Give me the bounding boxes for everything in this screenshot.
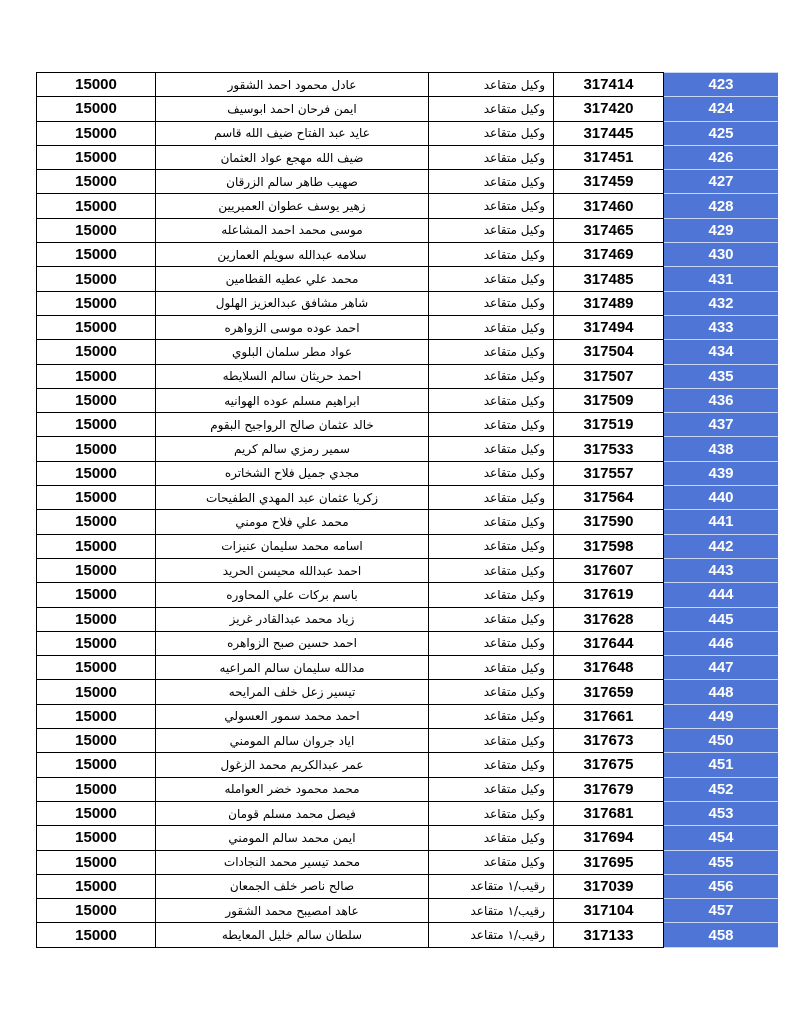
sequence-number-cell: 434 bbox=[664, 340, 779, 364]
sequence-number-cell: 438 bbox=[664, 437, 779, 461]
rank-cell: رقيب/١ متقاعد bbox=[429, 899, 554, 923]
name-cell: زياد محمد عبدالقادر غريز bbox=[156, 607, 429, 631]
sequence-number-cell: 425 bbox=[664, 121, 779, 145]
sequence-number-cell: 451 bbox=[664, 753, 779, 777]
amount-cell: 15000 bbox=[37, 850, 156, 874]
id-cell: 317519 bbox=[554, 413, 664, 437]
table-row bbox=[37, 729, 779, 753]
rank-cell: وكيل متقاعد bbox=[429, 753, 554, 777]
id-cell: 317489 bbox=[554, 291, 664, 315]
id-cell: 317694 bbox=[554, 826, 664, 850]
table-row bbox=[37, 510, 779, 534]
amount-cell: 15000 bbox=[37, 315, 156, 339]
sequence-number-cell: 452 bbox=[664, 777, 779, 801]
sequence-number-cell: 428 bbox=[664, 194, 779, 218]
name-cell: عادل محمود احمد الشقور bbox=[156, 73, 429, 97]
id-cell: 317695 bbox=[554, 850, 664, 874]
table-row bbox=[37, 194, 779, 218]
rank-cell: وكيل متقاعد bbox=[429, 388, 554, 412]
amount-cell: 15000 bbox=[37, 558, 156, 582]
amount-cell: 15000 bbox=[37, 801, 156, 825]
table-body bbox=[37, 73, 779, 948]
name-cell: احمد محمد سمور العسولي bbox=[156, 704, 429, 728]
table-row bbox=[37, 340, 779, 364]
id-cell: 317564 bbox=[554, 486, 664, 510]
id-cell: 317420 bbox=[554, 97, 664, 121]
name-cell: سلامه عبدالله سويلم العمارين bbox=[156, 243, 429, 267]
name-cell: عاهد امصيبح محمد الشقور bbox=[156, 899, 429, 923]
table-row bbox=[37, 267, 779, 291]
name-cell: احمد حريثان سالم السلايطه bbox=[156, 364, 429, 388]
name-cell: فيصل محمد مسلم قومان bbox=[156, 801, 429, 825]
table-row bbox=[37, 73, 779, 97]
amount-cell: 15000 bbox=[37, 364, 156, 388]
table-row bbox=[37, 534, 779, 558]
name-cell: عواد مطر سلمان البلوي bbox=[156, 340, 429, 364]
name-cell: ايمن فرحان احمد ابوسيف bbox=[156, 97, 429, 121]
table-row bbox=[37, 218, 779, 242]
rank-cell: وكيل متقاعد bbox=[429, 680, 554, 704]
sequence-number-cell: 437 bbox=[664, 413, 779, 437]
amount-cell: 15000 bbox=[37, 340, 156, 364]
sequence-number-cell: 429 bbox=[664, 218, 779, 242]
amount-cell: 15000 bbox=[37, 121, 156, 145]
beneficiary-table bbox=[36, 72, 778, 948]
sequence-number-cell: 439 bbox=[664, 461, 779, 485]
id-cell: 317533 bbox=[554, 437, 664, 461]
id-cell: 317414 bbox=[554, 73, 664, 97]
amount-cell: 15000 bbox=[37, 631, 156, 655]
sequence-number-cell: 457 bbox=[664, 899, 779, 923]
name-cell: محمد محمود خضر العوامله bbox=[156, 777, 429, 801]
sequence-number-cell: 431 bbox=[664, 267, 779, 291]
id-cell: 317661 bbox=[554, 704, 664, 728]
amount-cell: 15000 bbox=[37, 388, 156, 412]
amount-cell: 15000 bbox=[37, 923, 156, 947]
table-row bbox=[37, 388, 779, 412]
id-cell: 317607 bbox=[554, 558, 664, 582]
sequence-number-cell: 454 bbox=[664, 826, 779, 850]
id-cell: 317451 bbox=[554, 145, 664, 169]
sequence-number-cell: 456 bbox=[664, 874, 779, 898]
amount-cell: 15000 bbox=[37, 267, 156, 291]
id-cell: 317557 bbox=[554, 461, 664, 485]
name-cell: تيسير زعل خلف المرايحه bbox=[156, 680, 429, 704]
rank-cell: وكيل متقاعد bbox=[429, 170, 554, 194]
amount-cell: 15000 bbox=[37, 753, 156, 777]
name-cell: شاهر مشافق عبدالعزيز الهلول bbox=[156, 291, 429, 315]
name-cell: محمد تيسير محمد النجادات bbox=[156, 850, 429, 874]
amount-cell: 15000 bbox=[37, 899, 156, 923]
amount-cell: 15000 bbox=[37, 194, 156, 218]
sequence-number-cell: 449 bbox=[664, 704, 779, 728]
sequence-number-cell: 440 bbox=[664, 486, 779, 510]
table-row bbox=[37, 777, 779, 801]
amount-cell: 15000 bbox=[37, 777, 156, 801]
name-cell: سمير رمزي سالم كريم bbox=[156, 437, 429, 461]
sequence-number-cell: 444 bbox=[664, 583, 779, 607]
id-cell: 317673 bbox=[554, 729, 664, 753]
rank-cell: وكيل متقاعد bbox=[429, 437, 554, 461]
amount-cell: 15000 bbox=[37, 461, 156, 485]
name-cell: صهيب طاهر سالم الزرقان bbox=[156, 170, 429, 194]
table-row bbox=[37, 145, 779, 169]
rank-cell: وكيل متقاعد bbox=[429, 243, 554, 267]
sequence-number-cell: 426 bbox=[664, 145, 779, 169]
amount-cell: 15000 bbox=[37, 680, 156, 704]
id-cell: 317598 bbox=[554, 534, 664, 558]
table-row bbox=[37, 121, 779, 145]
rank-cell: وكيل متقاعد bbox=[429, 850, 554, 874]
id-cell: 317469 bbox=[554, 243, 664, 267]
amount-cell: 15000 bbox=[37, 218, 156, 242]
id-cell: 317619 bbox=[554, 583, 664, 607]
table-row bbox=[37, 97, 779, 121]
rank-cell: وكيل متقاعد bbox=[429, 656, 554, 680]
table-row bbox=[37, 874, 779, 898]
amount-cell: 15000 bbox=[37, 729, 156, 753]
id-cell: 317445 bbox=[554, 121, 664, 145]
id-cell: 317659 bbox=[554, 680, 664, 704]
name-cell: اياد جروان سالم المومني bbox=[156, 729, 429, 753]
name-cell: باسم بركات علي المحاوره bbox=[156, 583, 429, 607]
name-cell: صالح ناصر خلف الجمعان bbox=[156, 874, 429, 898]
sequence-number-cell: 453 bbox=[664, 801, 779, 825]
name-cell: محمد علي عطيه القطامين bbox=[156, 267, 429, 291]
rank-cell: وكيل متقاعد bbox=[429, 826, 554, 850]
name-cell: ابراهيم مسلم عوده الهوانيه bbox=[156, 388, 429, 412]
sequence-number-cell: 433 bbox=[664, 315, 779, 339]
rank-cell: وكيل متقاعد bbox=[429, 583, 554, 607]
table-row bbox=[37, 170, 779, 194]
sequence-number-cell: 450 bbox=[664, 729, 779, 753]
amount-cell: 15000 bbox=[37, 486, 156, 510]
id-cell: 317133 bbox=[554, 923, 664, 947]
table-row bbox=[37, 899, 779, 923]
rank-cell: وكيل متقاعد bbox=[429, 558, 554, 582]
table-row bbox=[37, 461, 779, 485]
amount-cell: 15000 bbox=[37, 97, 156, 121]
sequence-number-cell: 423 bbox=[664, 73, 779, 97]
table-row bbox=[37, 631, 779, 655]
table-row bbox=[37, 364, 779, 388]
rank-cell: وكيل متقاعد bbox=[429, 97, 554, 121]
table-row bbox=[37, 558, 779, 582]
amount-cell: 15000 bbox=[37, 510, 156, 534]
table-row bbox=[37, 437, 779, 461]
table-row bbox=[37, 826, 779, 850]
amount-cell: 15000 bbox=[37, 826, 156, 850]
sequence-number-cell: 441 bbox=[664, 510, 779, 534]
rank-cell: وكيل متقاعد bbox=[429, 486, 554, 510]
sequence-number-cell: 427 bbox=[664, 170, 779, 194]
sequence-number-cell: 443 bbox=[664, 558, 779, 582]
id-cell: 317494 bbox=[554, 315, 664, 339]
sequence-number-cell: 424 bbox=[664, 97, 779, 121]
table-row bbox=[37, 801, 779, 825]
table-row bbox=[37, 291, 779, 315]
id-cell: 317628 bbox=[554, 607, 664, 631]
rank-cell: وكيل متقاعد bbox=[429, 73, 554, 97]
name-cell: خالد عثمان صالح الرواجيح البقوم bbox=[156, 413, 429, 437]
id-cell: 317679 bbox=[554, 777, 664, 801]
rank-cell: رقيب/١ متقاعد bbox=[429, 874, 554, 898]
rank-cell: وكيل متقاعد bbox=[429, 534, 554, 558]
rank-cell: وكيل متقاعد bbox=[429, 218, 554, 242]
id-cell: 317459 bbox=[554, 170, 664, 194]
table-row bbox=[37, 413, 779, 437]
name-cell: موسى محمد احمد المشاعله bbox=[156, 218, 429, 242]
id-cell: 317507 bbox=[554, 364, 664, 388]
rank-cell: وكيل متقاعد bbox=[429, 194, 554, 218]
sequence-number-cell: 430 bbox=[664, 243, 779, 267]
amount-cell: 15000 bbox=[37, 73, 156, 97]
rank-cell: وكيل متقاعد bbox=[429, 631, 554, 655]
rank-cell: وكيل متقاعد bbox=[429, 801, 554, 825]
id-cell: 317681 bbox=[554, 801, 664, 825]
rank-cell: وكيل متقاعد bbox=[429, 704, 554, 728]
id-cell: 317504 bbox=[554, 340, 664, 364]
sequence-number-cell: 458 bbox=[664, 923, 779, 947]
rank-cell: رقيب/١ متقاعد bbox=[429, 923, 554, 947]
rank-cell: وكيل متقاعد bbox=[429, 267, 554, 291]
table-row bbox=[37, 656, 779, 680]
sequence-number-cell: 448 bbox=[664, 680, 779, 704]
name-cell: مجدي جميل فلاح الشخاتره bbox=[156, 461, 429, 485]
table-row bbox=[37, 704, 779, 728]
amount-cell: 15000 bbox=[37, 170, 156, 194]
name-cell: احمد عوده موسى الزواهره bbox=[156, 315, 429, 339]
rank-cell: وكيل متقاعد bbox=[429, 145, 554, 169]
id-cell: 317039 bbox=[554, 874, 664, 898]
name-cell: احمد عبدالله محيسن الحريد bbox=[156, 558, 429, 582]
name-cell: ايمن محمد سالم المومني bbox=[156, 826, 429, 850]
name-cell: ضيف الله مهجع عواد العثمان bbox=[156, 145, 429, 169]
rank-cell: وكيل متقاعد bbox=[429, 777, 554, 801]
table-row bbox=[37, 680, 779, 704]
table-row bbox=[37, 583, 779, 607]
rank-cell: وكيل متقاعد bbox=[429, 315, 554, 339]
sequence-number-cell: 445 bbox=[664, 607, 779, 631]
amount-cell: 15000 bbox=[37, 291, 156, 315]
rank-cell: وكيل متقاعد bbox=[429, 510, 554, 534]
id-cell: 317590 bbox=[554, 510, 664, 534]
sequence-number-cell: 432 bbox=[664, 291, 779, 315]
name-cell: مدالله سليمان سالم المراعيه bbox=[156, 656, 429, 680]
rank-cell: وكيل متقاعد bbox=[429, 607, 554, 631]
rank-cell: وكيل متقاعد bbox=[429, 340, 554, 364]
name-cell: زهير يوسف عطوان العميريين bbox=[156, 194, 429, 218]
rank-cell: وكيل متقاعد bbox=[429, 413, 554, 437]
sequence-number-cell: 447 bbox=[664, 656, 779, 680]
id-cell: 317104 bbox=[554, 899, 664, 923]
amount-cell: 15000 bbox=[37, 704, 156, 728]
amount-cell: 15000 bbox=[37, 583, 156, 607]
name-cell: محمد علي فلاح مومني bbox=[156, 510, 429, 534]
amount-cell: 15000 bbox=[37, 534, 156, 558]
table-row bbox=[37, 923, 779, 947]
table-row bbox=[37, 486, 779, 510]
name-cell: سلطان سالم خليل المعايطه bbox=[156, 923, 429, 947]
sequence-number-cell: 436 bbox=[664, 388, 779, 412]
amount-cell: 15000 bbox=[37, 874, 156, 898]
sequence-number-cell: 446 bbox=[664, 631, 779, 655]
amount-cell: 15000 bbox=[37, 243, 156, 267]
table-row bbox=[37, 850, 779, 874]
sequence-number-cell: 455 bbox=[664, 850, 779, 874]
id-cell: 317460 bbox=[554, 194, 664, 218]
amount-cell: 15000 bbox=[37, 145, 156, 169]
name-cell: عمر عبدالكريم محمد الزغول bbox=[156, 753, 429, 777]
sequence-number-cell: 435 bbox=[664, 364, 779, 388]
table-row bbox=[37, 607, 779, 631]
amount-cell: 15000 bbox=[37, 656, 156, 680]
name-cell: احمد حسين صبح الزواهره bbox=[156, 631, 429, 655]
id-cell: 317644 bbox=[554, 631, 664, 655]
amount-cell: 15000 bbox=[37, 413, 156, 437]
rank-cell: وكيل متقاعد bbox=[429, 729, 554, 753]
rank-cell: وكيل متقاعد bbox=[429, 364, 554, 388]
id-cell: 317509 bbox=[554, 388, 664, 412]
id-cell: 317485 bbox=[554, 267, 664, 291]
id-cell: 317648 bbox=[554, 656, 664, 680]
name-cell: زكريا عثمان عبد المهدي الطفيحات bbox=[156, 486, 429, 510]
amount-cell: 15000 bbox=[37, 607, 156, 631]
name-cell: اسامه محمد سليمان عنيزات bbox=[156, 534, 429, 558]
sequence-number-cell: 442 bbox=[664, 534, 779, 558]
table-row bbox=[37, 315, 779, 339]
amount-cell: 15000 bbox=[37, 437, 156, 461]
table-row bbox=[37, 243, 779, 267]
rank-cell: وكيل متقاعد bbox=[429, 461, 554, 485]
rank-cell: وكيل متقاعد bbox=[429, 291, 554, 315]
id-cell: 317465 bbox=[554, 218, 664, 242]
rank-cell: وكيل متقاعد bbox=[429, 121, 554, 145]
name-cell: عايد عبد الفتاح ضيف الله قاسم bbox=[156, 121, 429, 145]
id-cell: 317675 bbox=[554, 753, 664, 777]
table-row bbox=[37, 753, 779, 777]
